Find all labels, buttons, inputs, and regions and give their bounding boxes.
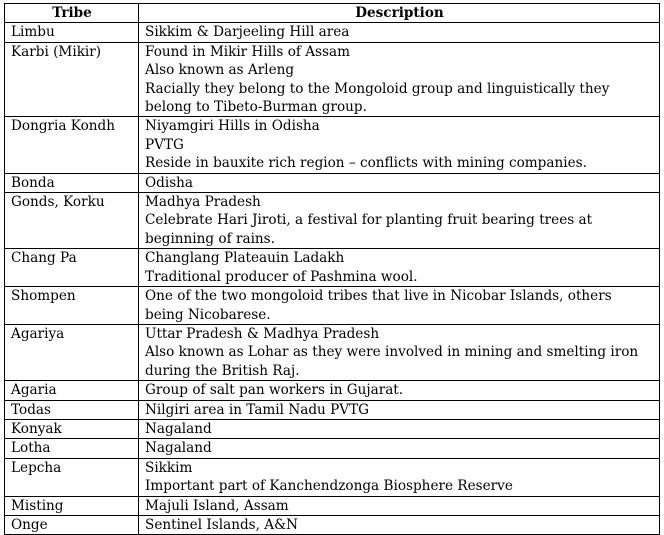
description-line: Racially they belong to the Mongoloid group and linguistically they belong to Tibeto-Burman group. — [145, 80, 610, 116]
table-row — [5, 193, 660, 249]
description-cell — [139, 458, 660, 496]
tribe-cell: Konyak — [5, 419, 139, 438]
description-line: Uttar Pradesh & Madhya Pradesh — [145, 325, 380, 342]
tribe-cell: Onge — [5, 515, 139, 534]
tribe-cell: Dongria Kondh — [5, 117, 139, 173]
description-line: Odisha — [145, 174, 194, 191]
description-cell — [139, 173, 660, 192]
description-line: PVTG — [145, 136, 184, 153]
description-line: Sentinel Islands, A&N — [145, 516, 299, 533]
description-cell — [139, 381, 660, 400]
description-line: Madhya Pradesh — [145, 194, 261, 211]
description-line: Sikkim & Darjeeling Hill area — [145, 24, 350, 41]
tribe-cell: Lotha — [5, 439, 139, 458]
description-cell — [139, 287, 660, 325]
description-cell — [139, 23, 660, 42]
description-cell — [139, 419, 660, 438]
tribe-cell: Shompen — [5, 287, 139, 325]
description-line: Nilgiri area in Tamil Nadu PVTG — [145, 401, 369, 418]
table-row — [5, 23, 660, 42]
table-row — [5, 400, 660, 419]
description-cell — [139, 324, 660, 380]
header-row — [5, 4, 660, 23]
description-cell — [139, 496, 660, 515]
table-row — [5, 117, 660, 173]
tribe-cell: Chang Pa — [5, 249, 139, 287]
description-line: Also known as Arleng — [145, 62, 295, 79]
description-cell — [139, 193, 660, 249]
tribe-cell: Limbu — [5, 23, 139, 42]
description-line: One of the two mongoloid tribes that live in Nicobar Islands, others being Nicobarese. — [145, 288, 612, 323]
description-line: Found in Mikir Hills of Assam — [145, 43, 350, 60]
description-line: Sikkim — [145, 459, 193, 476]
tribe-cell: Misting — [5, 496, 139, 515]
description-cell — [139, 117, 660, 173]
description-cell — [139, 42, 660, 117]
description-line: Also known as Lohar as they were involved in mining and smelting iron during the British Raj. — [145, 344, 639, 379]
description-line: Group of salt pan workers in Gujarat. — [145, 382, 404, 399]
table-row — [5, 458, 660, 496]
description-line: Nagaland — [145, 420, 212, 437]
tribe-cell: Gonds, Korku — [5, 193, 139, 249]
table-row — [5, 324, 660, 380]
table-row — [5, 249, 660, 287]
column-header-tribe: Tribe — [5, 4, 139, 23]
table-row — [5, 287, 660, 325]
table-body — [5, 23, 660, 535]
table-row — [5, 173, 660, 192]
description-cell — [139, 515, 660, 534]
table-row — [5, 496, 660, 515]
description-cell — [139, 439, 660, 458]
tribe-cell: Todas — [5, 400, 139, 419]
description-line: Nagaland — [145, 440, 212, 457]
column-header-description: Description — [139, 4, 660, 23]
tribes-table — [4, 3, 660, 535]
tribe-cell: Karbi (Mikir) — [5, 42, 139, 117]
table-row — [5, 381, 660, 400]
description-line: Celebrate Hari Jiroti, a festival for planting fruit bearing trees at beginning of rains. — [145, 212, 593, 247]
tribe-cell: Lepcha — [5, 458, 139, 496]
description-line: Niyamgiri Hills in Odisha — [145, 118, 320, 135]
tribe-cell: Bonda — [5, 173, 139, 192]
description-line: Important part of Kanchendzonga Biosphere Reserve — [145, 478, 513, 495]
description-line: Reside in bauxite rich region – conflicts with mining companies. — [145, 155, 587, 172]
tribe-cell: Agaria — [5, 381, 139, 400]
table-row — [5, 439, 660, 458]
description-line: Changlang Plateauin Ladakh — [145, 250, 345, 267]
description-line: Traditional producer of Pashmina wool. — [145, 268, 418, 285]
table-row — [5, 515, 660, 534]
table-row — [5, 42, 660, 117]
description-cell — [139, 249, 660, 287]
table-row — [5, 419, 660, 438]
description-cell — [139, 400, 660, 419]
description-line: Majuli Island, Assam — [145, 497, 289, 514]
tribe-cell: Agariya — [5, 324, 139, 380]
